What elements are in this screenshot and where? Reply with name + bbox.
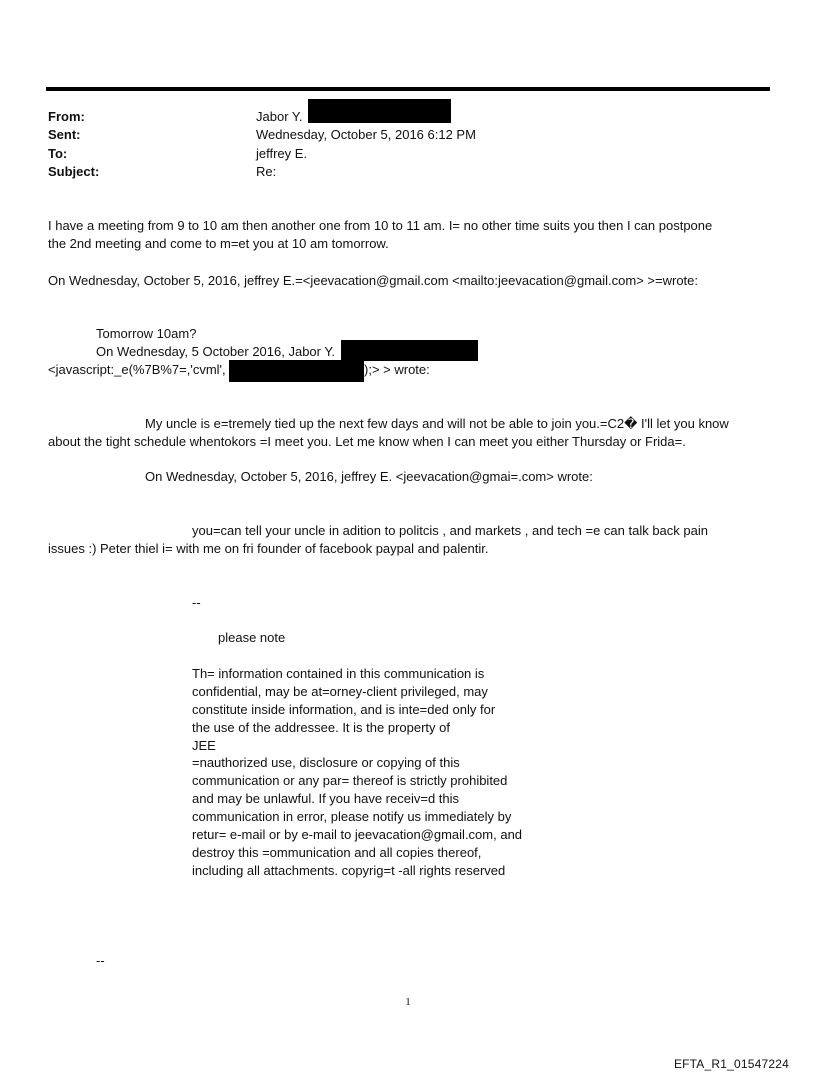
from-value: Jabor Y. bbox=[256, 109, 303, 124]
redaction-email bbox=[229, 360, 364, 382]
header-divider bbox=[46, 87, 770, 91]
document-id: EFTA_R1_01547224 bbox=[673, 1057, 789, 1071]
reply-line: <javascript:_e(%7B%7=,'cvml', bbox=[48, 362, 226, 377]
notice-line: communication or any par= thereof is strictly prohibited bbox=[192, 773, 508, 788]
notice-line: and may be unlawful. If you have receiv=d this bbox=[192, 791, 460, 806]
page-number: 1 bbox=[405, 996, 411, 1008]
from-label: From: bbox=[48, 109, 85, 124]
reply-line: );> > wrote: bbox=[364, 362, 430, 377]
please-note: please note bbox=[218, 630, 286, 645]
reply-line: Tomorrow 10am? bbox=[96, 326, 197, 341]
subject-label: Subject: bbox=[48, 164, 100, 179]
to-value: jeffrey E. bbox=[256, 146, 308, 161]
notice-line: communication in error, please notify us immediately by bbox=[192, 809, 512, 824]
message-line: My uncle is e=tremely tied up the next few days and will not be able to join you.=C2� I'll let you know bbox=[145, 416, 729, 431]
notice-line: confidential, may be at=orney-client privileged, may bbox=[192, 684, 488, 699]
message-line: about the tight schedule whentokors =I meet you. Let me know when I can meet you either Thursday or Frida=. bbox=[48, 434, 686, 449]
to-label: To: bbox=[48, 146, 68, 161]
body-paragraph-line: I have a meeting from 9 to 10 am then another one from 10 to 11 am. I= no other time suits you then I can postpone bbox=[48, 218, 713, 233]
notice-line: =nauthorized use, disclosure or copying of this bbox=[192, 755, 460, 770]
redaction-name bbox=[341, 340, 478, 361]
sent-label: Sent: bbox=[48, 127, 81, 142]
redaction-from bbox=[308, 99, 451, 123]
notice-line: destroy this =ommunication and all copies thereof, bbox=[192, 845, 482, 860]
notice-line: the use of the addressee. It is the property of bbox=[192, 720, 450, 735]
subject-value: Re: bbox=[256, 164, 277, 179]
message-line: issues :) Peter thiel i= with me on fri founder of facebook paypal and palentir. bbox=[48, 541, 489, 556]
body-paragraph-line: the 2nd meeting and come to m=et you at 10 am tomorrow. bbox=[48, 236, 389, 251]
sent-value: Wednesday, October 5, 2016 6:12 PM bbox=[256, 127, 476, 142]
notice-line: constitute inside information, and is inte=ded only for bbox=[192, 702, 496, 717]
quote-header: On Wednesday, October 5, 2016, jeffrey E.=<jeevacation@gmail.com <mailto:jeevacation@gmail.com> >=wrote: bbox=[48, 273, 699, 288]
signature-separator: -- bbox=[192, 595, 201, 610]
notice-line: JEE bbox=[192, 738, 216, 753]
notice-line: including all attachments. copyrig=t -all rights reserved bbox=[192, 863, 506, 878]
notice-line: Th= information contained in this communication is bbox=[192, 666, 485, 681]
quote-header: On Wednesday, October 5, 2016, jeffrey E. <jeevacation@gmai=.com> wrote: bbox=[145, 469, 593, 484]
bottom-separator: -- bbox=[96, 953, 105, 968]
reply-line: On Wednesday, 5 October 2016, Jabor Y. bbox=[96, 344, 335, 359]
notice-line: retur= e-mail or by e-mail to jeevacation@gmail.com, and bbox=[192, 827, 523, 842]
message-line: you=can tell your uncle in adition to politcis , and markets , and tech =e can talk back pain bbox=[192, 523, 708, 538]
